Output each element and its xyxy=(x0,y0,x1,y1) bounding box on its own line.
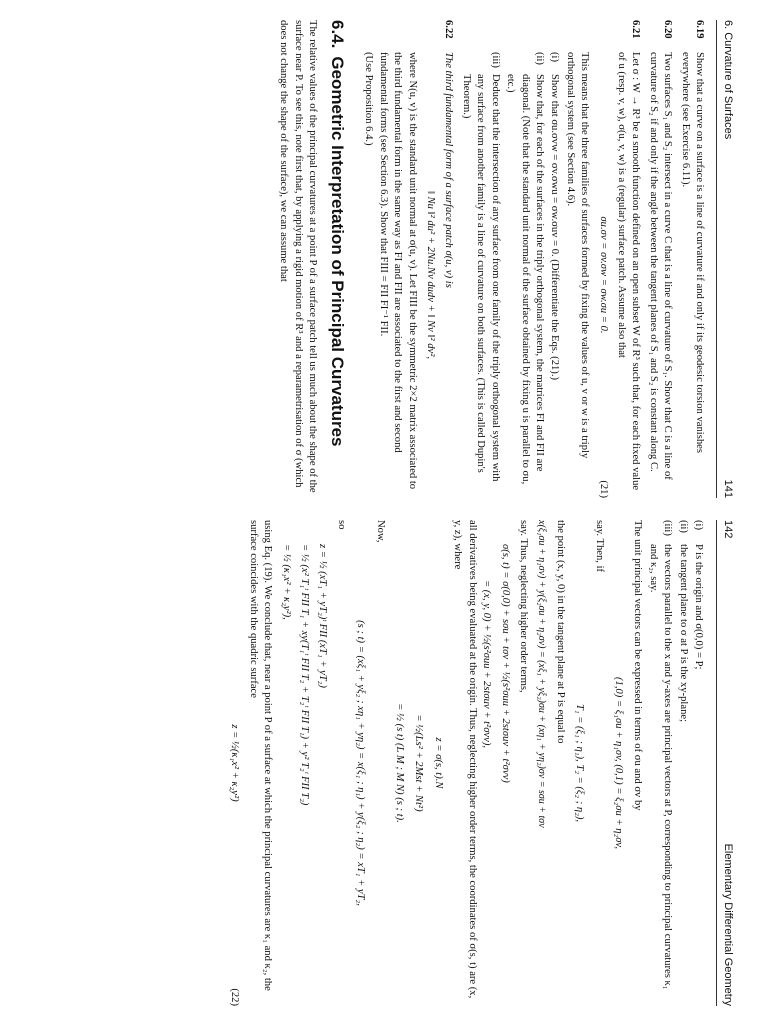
equation: = ½ (x² T₁ᵗ FII T₁ + xy(T₁ᵗ FII T₂ + T₂ᵗ FII T₁) + y² T₂ᵗ FII T₂) xyxy=(299,544,311,806)
condition-ii xyxy=(675,520,689,1006)
condition-text: the tangent plane to σ at P is the xy-plane; xyxy=(677,544,689,723)
equation: T₁ = (ξ₁ ; η₁), T₂ = (ξ₂ ; η₂), xyxy=(574,703,586,823)
section-number: 6.4. xyxy=(328,20,348,49)
subpart-text: Deduce that the intersection of any surface from one family of the triply orthogonal system with any surface from another family is a line of curvature on both surfaces. (This is called Dupin's Theorem.) xyxy=(460,74,501,482)
chapter-title: 6. Curvature of Surfaces xyxy=(722,20,734,140)
equation: = (x, y, 0) + ½(s²σuu + 2stσuv + t²σvv), xyxy=(481,580,493,748)
page-141 xyxy=(0,20,768,498)
condition-label: (ii) xyxy=(677,520,689,533)
paragraph: The unit principal vectors can be expressed in terms of σu and σv by xyxy=(632,520,644,811)
exercise-number: 6.20 xyxy=(662,20,674,39)
condition-text: P is the origin and σ(0,0) = P; xyxy=(693,544,704,670)
equation-tag: (21) xyxy=(597,480,609,498)
paragraph: the point (x, y, 0) in the tangent plane at P is equal to xyxy=(554,520,566,744)
running-header xyxy=(718,20,734,498)
exercise-number: 6.22 xyxy=(443,20,455,39)
exercise-number: 6.21 xyxy=(630,20,642,39)
equation: σ(s, t) = σ(0,0) + sσu + tσv + ½(s²σuu + 2stσuv + t²σvv) xyxy=(499,544,511,783)
condition-label: (i) xyxy=(693,520,704,530)
third-fundamental-form: ‖ Nu ‖² du² + 2Nu.Nv dudv + ‖ Nv ‖² dv², xyxy=(425,190,437,360)
equation-21 xyxy=(595,52,609,498)
exercise-text: The third fundamental form of a surface patch σ(u, v) is xyxy=(443,52,455,288)
exercise-continuation: where N(u, v) is the standard unit normal at σ(u, v). Let FIII be the symmetric 2×2 matrix associated to the third fundamental form in the same way as FI and FII are associated to the first and second fundamental forms (see Section 6.3). Show that FIII = FII FI⁻¹ FII. xyxy=(377,52,418,490)
equation: = ½ (s t) (L M ; M N) (s ; t). xyxy=(394,703,406,823)
page-number: 141 xyxy=(722,479,734,498)
subpart-label: (ii) xyxy=(533,52,545,65)
exercise-6-21 xyxy=(459,20,643,498)
paragraph: say. Then, if xyxy=(593,520,605,573)
header-rule xyxy=(716,20,717,498)
equation: (s ; t) = (xξ₁ + yξ₂ ; xη₁ + yη₂) = x(ξ₁ ; η₁) + y(ξ₂ ; η₂) = xT₁ + yT₂, xyxy=(355,620,367,906)
exercise-hint: (Use Proposition 6.4.) xyxy=(363,52,375,146)
now-label: Now, xyxy=(374,520,386,543)
condition-label: (iii) xyxy=(662,520,674,536)
equation-text: z = ½(κ₁x² + κ₂y²) xyxy=(229,724,241,802)
equation-22 xyxy=(227,520,241,1006)
condition-i xyxy=(691,520,705,1006)
running-header xyxy=(718,520,734,1006)
subpart-ii xyxy=(503,52,546,498)
section-title: Geometric Interpretation of Principal Curvatures xyxy=(328,56,348,447)
equation-text: σu.σv = σv.σw = σw.σu = 0. xyxy=(597,216,609,334)
exercise-6-20 xyxy=(645,20,674,498)
section-heading xyxy=(327,20,347,498)
exercise-text: Let σ : W → R³ be a smooth function defined on an open subset W of R³ such that, for each fixed value of u (resp. v, w), σ(u, v, w) is a (regular) surface patch. Assume also that xyxy=(615,52,642,491)
equation: x(ξ₁σu + η₁σv) + y(ξ₂σu + η₂σv) = (xξ₁ + yξ₂)σu + (xη₁ + yη₂)σv = sσu + tσv xyxy=(536,520,548,828)
paragraph: using Eq. (19). We conclude that, near a point P of a surface at which the principal curvatures are κ₁ and κ₂, the surface coincides with the quadric surface xyxy=(247,520,274,991)
subpart-text: Show that, for each of the surfaces in the triply orthogonal system, the matrices FI and FII are diagonal. (Note that the standard unit normal of the surface obtained by fixing u is parallel to σu, etc.) xyxy=(505,74,545,485)
equation-tag: (22) xyxy=(229,988,241,1006)
page-body xyxy=(273,20,706,498)
exercise-continuation: This means that the three families of surfaces formed by fixing the values of u, v or w is a triply orthogonal system (see Section 4.6). xyxy=(564,52,591,459)
header-rule xyxy=(716,520,717,1006)
equation: z = σ(s, t).N xyxy=(432,737,444,789)
so-label: so xyxy=(335,520,347,530)
subpart-i xyxy=(547,52,561,498)
equation: (1,0) = ξ₁σu + η₁σv, (0,1) = ξ₂σu + η₂σv, xyxy=(612,677,624,849)
subpart-text: Show that σu.σvw = σv.σwu = σw.σuv = 0. (Differentiate the Eqs. (21).) xyxy=(549,74,561,380)
condition-text: the vectors parallel to the x and y-axes are principal vectors at P, corresponding to principal curvatures κ₁ and κ₂, say. xyxy=(647,544,674,990)
exercise-6-22 xyxy=(361,20,455,498)
page-142 xyxy=(0,520,768,1006)
paragraph: say. Thus, neglecting higher order terms, xyxy=(517,520,529,693)
section-intro: The relative values of the principal curvatures at a point P of a surface patch tell us much about the shape of the surface near P. To see this, note first that, by applying a rigid motion of R³ and a reparametrisation of σ (which does not change the shape of the surface), we can assume that xyxy=(278,20,319,493)
exercise-number: 6.19 xyxy=(694,20,705,39)
equation: = ½ (κ₁x² + κ₂y²), xyxy=(280,544,292,620)
page-number: 142 xyxy=(722,520,734,539)
equation: z = ½ (xT₁ + yT₂)ᵗ FII (xT₁ + yT₂) xyxy=(317,544,329,688)
page-body xyxy=(223,520,706,1006)
exercise-text: Two surfaces S₁ and S₂ intersect in a curve C that is a line of curvature of S₁. Show that C is a line of curvature of S₂ if and only if the angle between the tangent planes of S₁ and S₂ is constant along C. xyxy=(647,52,674,480)
paragraph: all derivatives being evaluated at the origin. Thus, neglecting higher order terms, the coordinates of σ(s, t) are (x, y, z), where xyxy=(452,520,478,999)
book-title: Elementary Differential Geometry xyxy=(722,843,734,1006)
subpart-iii xyxy=(459,52,502,498)
exercise-6-19 xyxy=(677,20,706,498)
subpart-label: (i) xyxy=(549,52,561,62)
equation: = ½(Ls² + 2Mst + Nt²) xyxy=(413,714,425,812)
condition-iii xyxy=(645,520,674,1006)
exercise-text: Show that a curve on a surface is a line of curvature if and only if its geodesic torsion vanishes everywhere (see Exercise 6.11). xyxy=(679,52,705,453)
subpart-label: (iii) xyxy=(489,52,501,68)
